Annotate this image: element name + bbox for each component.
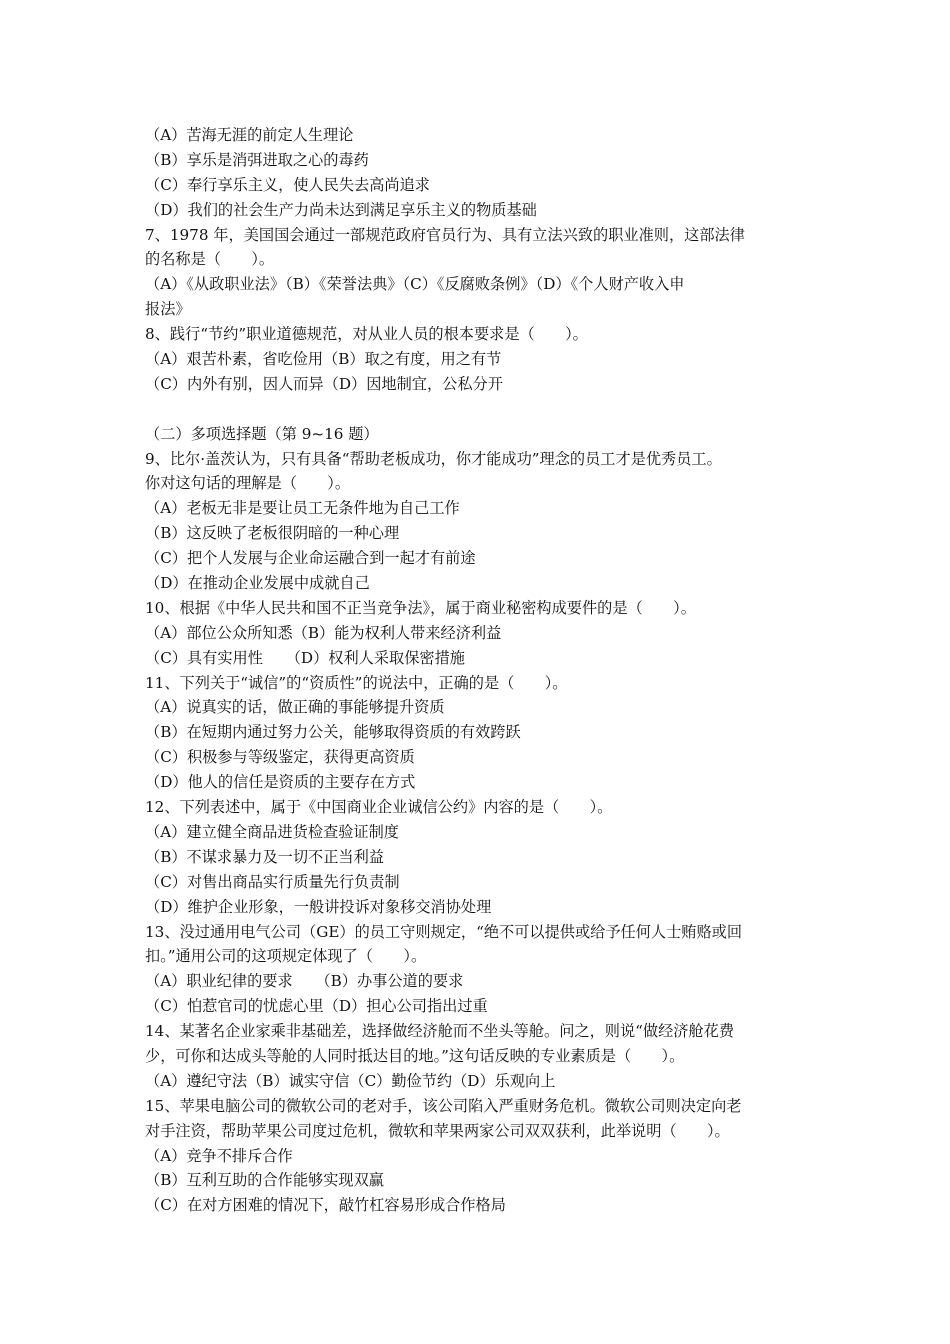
question-9-line: 9、比尔·盖茨认为，只有具备“帮助老板成功，你才能成功”理念的员工才是优秀员工。: [145, 449, 722, 468]
question-9-line: 你对这句话的理解是（ ）。: [145, 474, 351, 493]
document-page: [145, 123, 815, 1218]
option-line: （B）互利互助的合作能够实现双赢: [145, 1171, 384, 1190]
option-line: （C）具有实用性 （D）权利人采取保密措施: [145, 648, 465, 667]
option-line: （B）在短期内通过努力公关，能够取得资质的有效跨跃: [145, 723, 521, 742]
option-line: （C）奉行享乐主义，使人民失去高尚追求: [145, 175, 430, 194]
option-line: （D）他人的信任是资质的主要存在方式: [145, 773, 416, 792]
option-line: （A）艰苦朴素，省吃俭用（B）取之有度，用之有节: [145, 350, 502, 369]
option-line: 报法》: [145, 300, 191, 319]
question-15-line: 对手注资，帮助苹果公司度过危机，微软和苹果两家公司双双获利，此举说明（ ）。: [145, 1121, 730, 1140]
option-line: （C）在对方困难的情况下，敲竹杠容易形成合作格局: [145, 1196, 506, 1215]
option-line: （A）职业纪律的要求 （B）办事公道的要求: [145, 972, 464, 991]
option-line: （D）在推动企业发展中成就自己: [145, 574, 370, 593]
question-11-line: 11、下列关于“诚信”的“资质性”的说法中，正确的是（ ）。: [145, 673, 568, 692]
option-line: （A）《从政职业法》（B）《荣誉法典》（C）《反腐败条例》（D）《个人财产收入申: [145, 275, 685, 294]
section-heading: （二）多项选择题（第 9~16 题）: [145, 424, 379, 443]
option-line: （B）这反映了老板很阴暗的一种心理: [145, 524, 400, 543]
question-14-line: 少，可你和达成头等舱的人同时抵达目的地。”这句话反映的专业素质是（ ）。: [145, 1046, 685, 1065]
option-line: （A）苦海无涯的前定人生理论: [145, 126, 354, 144]
option-line: （B）不谋求暴力及一切不正当利益: [145, 847, 384, 866]
option-line: （C）怕惹官司的忧虑心里（D）担心公司指出过重: [145, 997, 488, 1016]
question-10-line: 10、根据《中华人民共和国不正当竞争法》，属于商业秘密构成要件的是（ ）。: [145, 598, 696, 617]
question-12-line: 12、下列表述中，属于《中国商业企业诚信公约》内容的是（ ）。: [145, 798, 613, 817]
option-line: （C）对售出商品实行质量先行负责制: [145, 872, 400, 891]
blank-line: [145, 397, 815, 422]
option-line: （A）遵纪守法（B）诚实守信（C）勤俭节约（D）乐观向上: [145, 1071, 556, 1090]
question-14-line: 14、某著名企业家乘非基础差，选择做经济舱而不坐头等舱。问之，则说“做经济舱花费: [145, 1022, 735, 1041]
option-line: （C）积极参与等级鉴定，获得更高资质: [145, 748, 415, 767]
option-line: （A）建立健全商品进货检查验证制度: [145, 822, 399, 841]
question-13-line: 13、没过通用电气公司（GE）的员工守则规定，“绝不可以提供或给予任何人士贿赂或回: [145, 922, 743, 941]
question-8-line: 8、践行“节约”职业道德规范，对从业人员的根本要求是（ ）。: [145, 325, 588, 344]
question-7-line: 的名称是（ ）。: [145, 250, 275, 269]
option-line: （A）部位公众所知悉（B）能为权利人带来经济利益: [145, 623, 502, 642]
question-15-line: 15、苹果电脑公司的微软公司的老对手，该公司陷入严重财务危机。微软公司则决定向老: [145, 1096, 742, 1115]
option-line: （A）竞争不排斥合作: [145, 1146, 293, 1165]
option-line: （B）享乐是消弭进取之心的毒药: [145, 150, 369, 169]
option-line: （A）老板无非是要让员工无条件地为自己工作: [145, 499, 460, 518]
question-7-line: 7、1978 年，美国国会通过一部规范政府官员行为、具有立法兴致的职业准则，这部法律: [145, 225, 745, 244]
option-line: （C）内外有别，因人而异（D）因地制宜，公私分开: [145, 374, 503, 393]
option-line: （A）说真实的话，做正确的事能够提升资质: [145, 698, 445, 717]
option-line: （C）把个人发展与企业命运融合到一起才有前途: [145, 549, 476, 568]
question-13-line: 扣。”通用公司的这项规定体现了（ ）。: [145, 947, 427, 966]
option-line: （D）我们的社会生产力尚未达到满足享乐主义的物质基础: [145, 200, 537, 219]
option-line: （D）维护企业形象，一般讲投诉对象移交消协处理: [145, 897, 492, 916]
